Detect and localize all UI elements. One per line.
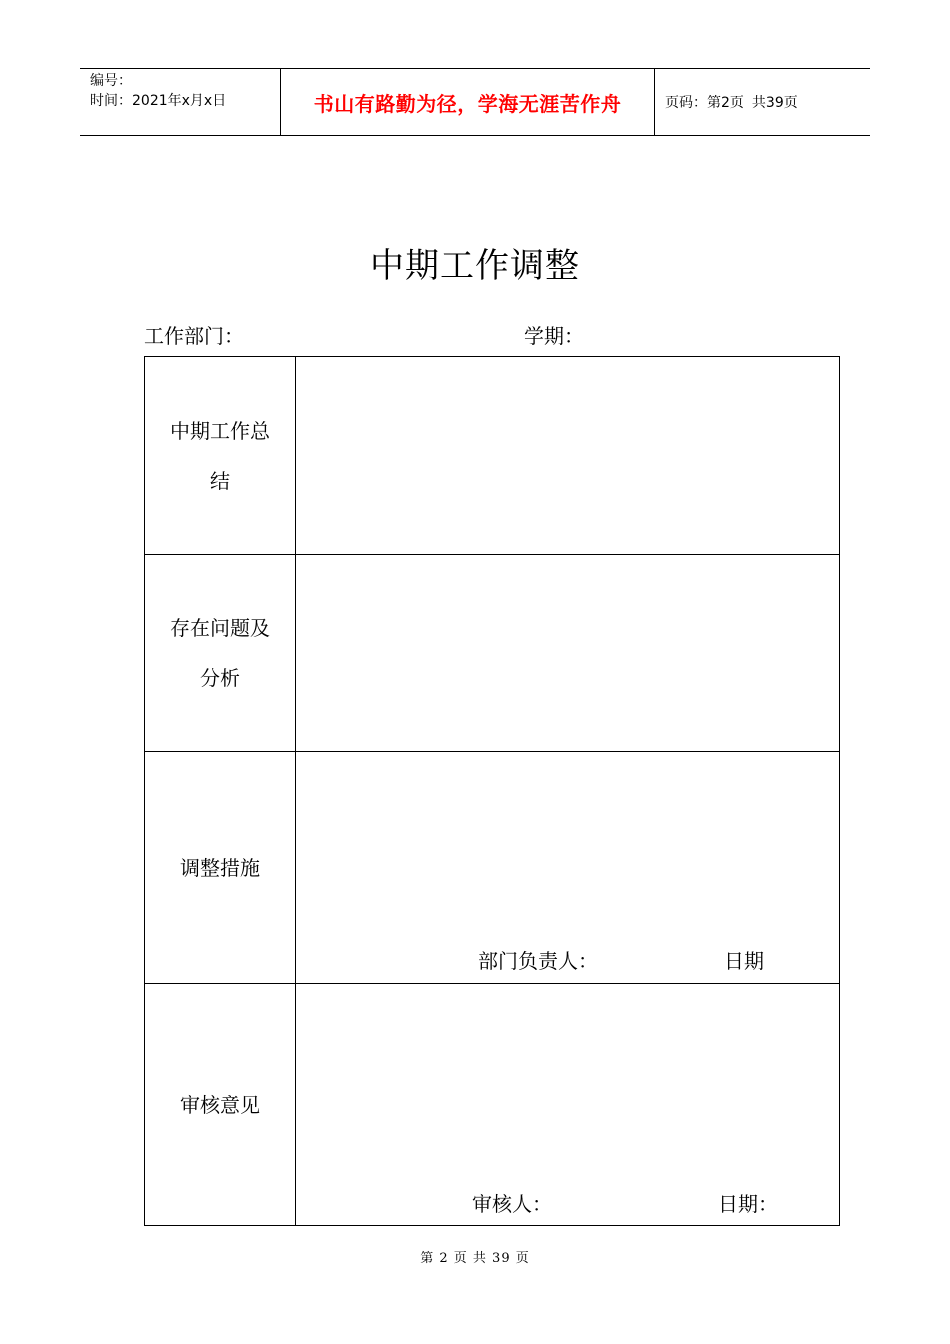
problems-label-line1: 存在问题及 <box>170 616 270 640</box>
summary-label-line2: 结 <box>210 468 230 493</box>
header-time-label: 时间：2021年x月x日 <box>90 93 227 109</box>
summary-label-cell <box>145 357 296 555</box>
department-head-label: 部门负责人： <box>478 949 598 973</box>
page-footer: 第 2 页 共 39 页 <box>420 1251 530 1266</box>
table-row-problems <box>145 555 840 752</box>
measures-content-cell[interactable] <box>296 752 840 984</box>
summary-label-line1: 中期工作总 <box>170 418 270 443</box>
table-row-summary <box>145 357 840 555</box>
review-date-label: 日期： <box>718 1192 778 1216</box>
problems-label-cell <box>145 555 296 752</box>
header-number-label: 编号： <box>90 73 132 89</box>
department-label: 工作部门： <box>144 324 244 348</box>
header-total-label: 共39页 <box>751 95 798 111</box>
header-page-info <box>655 69 870 135</box>
adjustment-form-table <box>144 356 840 1226</box>
reviewer-label: 审核人： <box>472 1192 552 1216</box>
document-title: 中期工作调整 <box>370 246 580 286</box>
header-info <box>80 69 281 135</box>
table-row-review <box>145 984 840 1226</box>
header-motto: 书山有路勤为径，学海无涯苦作舟 <box>281 69 655 135</box>
review-label-cell <box>145 984 296 1226</box>
term-label: 学期： <box>524 324 584 348</box>
problems-content-cell[interactable] <box>296 555 840 752</box>
measures-label: 调整措施 <box>180 855 260 880</box>
table-row-measures <box>145 752 840 984</box>
review-content-cell[interactable] <box>296 984 840 1226</box>
header-page-label: 页码：第2页 <box>665 95 744 111</box>
problems-label-line2: 分析 <box>200 666 240 690</box>
measures-date-label: 日期 <box>724 949 764 973</box>
measures-label-cell <box>145 752 296 984</box>
summary-content-cell[interactable] <box>296 357 840 555</box>
review-label: 审核意见 <box>180 1092 260 1117</box>
page-header <box>80 68 870 136</box>
